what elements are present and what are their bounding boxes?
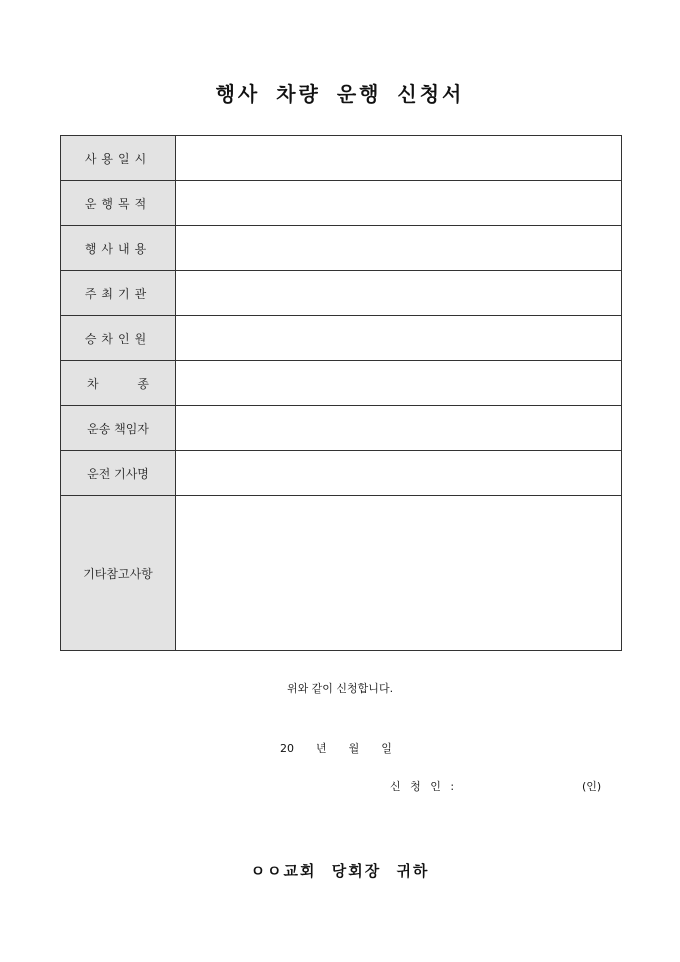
table-row xyxy=(61,271,622,316)
addressee: ㅇㅇ교회 당회장 귀하 xyxy=(250,862,430,880)
date-month-unit: 월 xyxy=(348,742,360,755)
table-row xyxy=(61,136,622,181)
label-organizer: 주최기관 xyxy=(61,271,176,316)
date-line xyxy=(280,740,414,756)
field-other-notes[interactable] xyxy=(176,496,622,651)
field-transport-manager[interactable] xyxy=(176,406,622,451)
date-year-prefix: 20 xyxy=(280,742,294,755)
table-row xyxy=(61,451,622,496)
field-vehicle-type[interactable] xyxy=(176,361,622,406)
label-event-content: 행사내용 xyxy=(61,226,176,271)
table-row xyxy=(61,316,622,361)
table-row xyxy=(61,361,622,406)
table-row xyxy=(61,181,622,226)
date-day-unit: 일 xyxy=(381,742,392,755)
field-organizer[interactable] xyxy=(176,271,622,316)
label-transport-manager: 운송 책임자 xyxy=(61,406,176,451)
field-driver-name[interactable] xyxy=(176,451,622,496)
field-event-content[interactable] xyxy=(176,226,622,271)
table-row xyxy=(61,496,622,651)
field-usage-datetime[interactable] xyxy=(176,136,622,181)
applicant-label: 신 청 인 : xyxy=(390,780,458,793)
label-other-notes: 기타참고사항 xyxy=(61,496,176,651)
label-usage-datetime: 사용일시 xyxy=(61,136,176,181)
document-title: 행사 차량 운행 신청서 xyxy=(215,82,465,106)
table-row xyxy=(61,226,622,271)
field-passengers[interactable] xyxy=(176,316,622,361)
label-vehicle-type-right: 종 xyxy=(137,376,149,391)
statement-text: 위와 같이 신청합니다. xyxy=(286,682,394,695)
label-passengers: 승차인원 xyxy=(61,316,176,361)
label-driver-name: 운전 기사명 xyxy=(61,451,176,496)
table-row xyxy=(61,406,622,451)
field-purpose[interactable] xyxy=(176,181,622,226)
seal-label: (인) xyxy=(582,780,602,793)
label-purpose: 운행목적 xyxy=(61,181,176,226)
label-vehicle-type xyxy=(61,361,176,406)
label-vehicle-type-left: 차 xyxy=(87,376,99,391)
application-form-table xyxy=(60,135,622,651)
date-year-unit: 년 xyxy=(316,742,327,755)
